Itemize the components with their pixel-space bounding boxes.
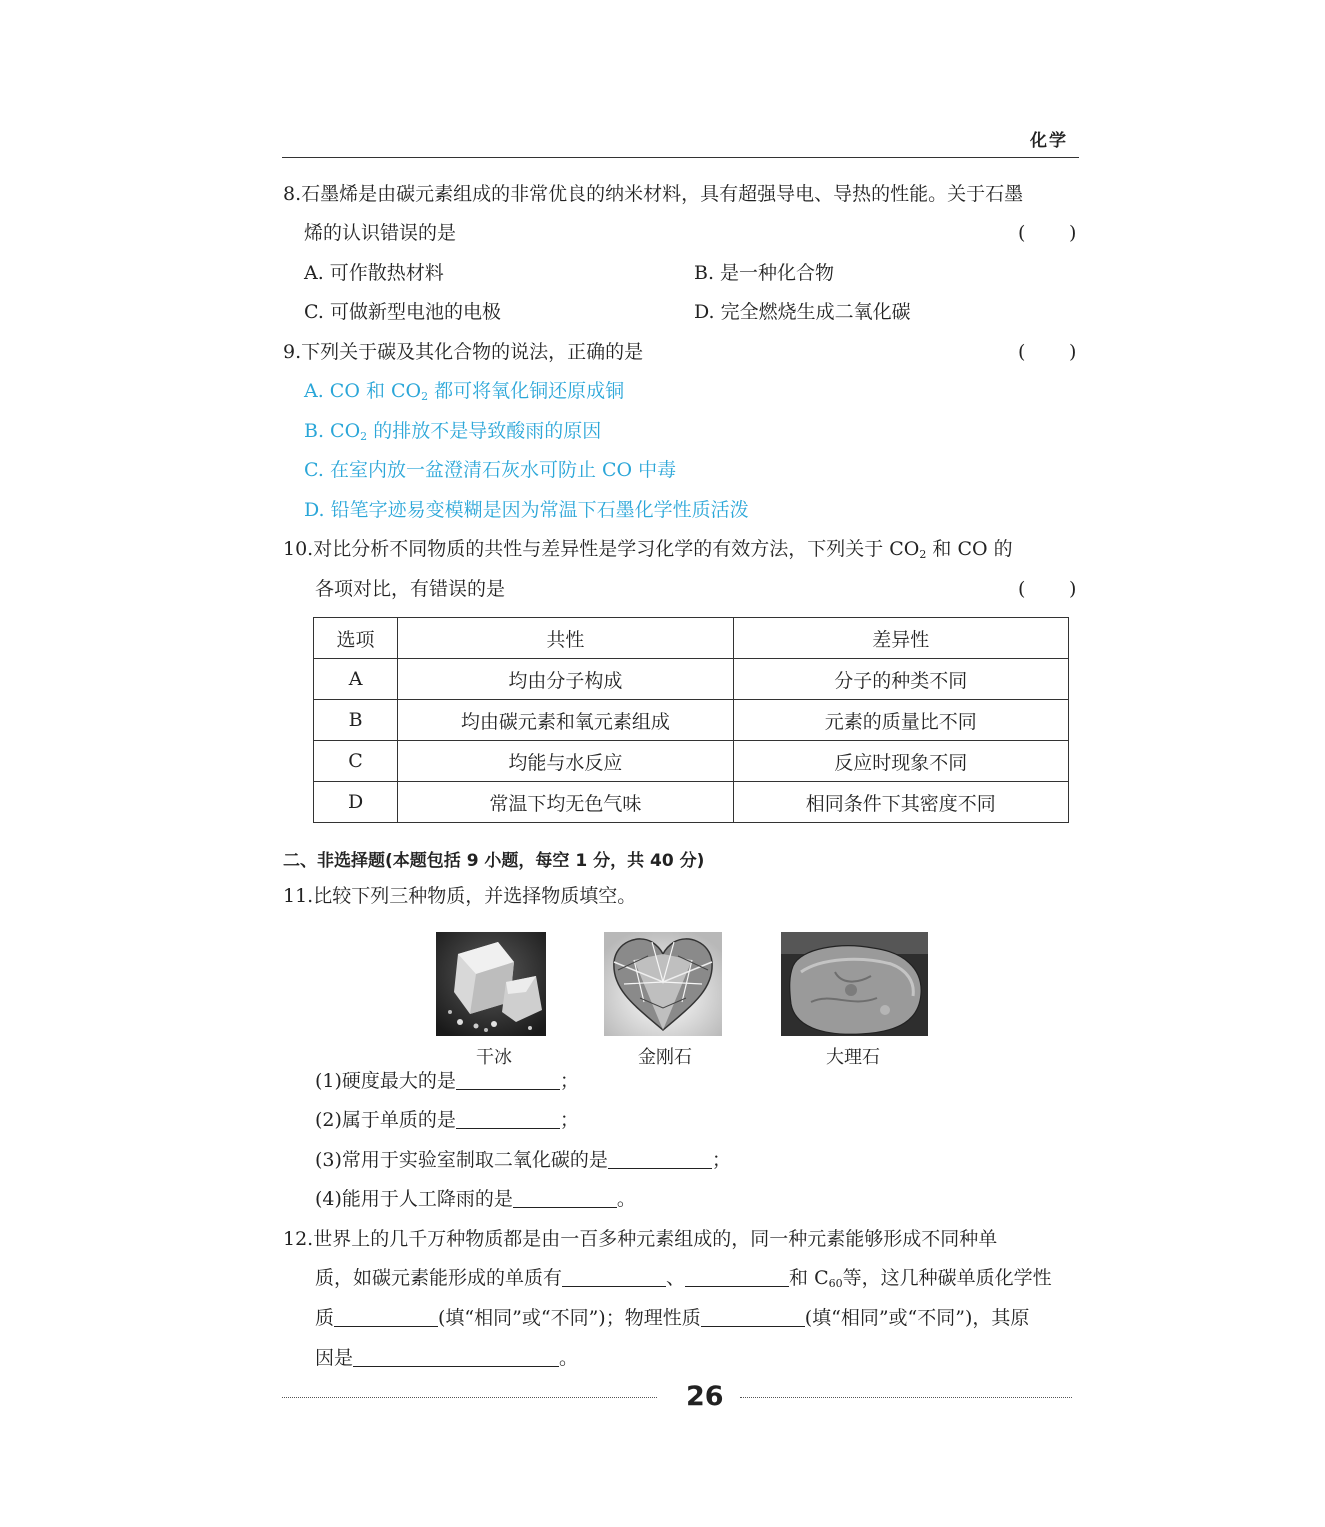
q9-option-b: B. $CO_2$ 的排放不是导致酸雨的原因 [304,420,602,443]
paren-open: ( [1018,341,1026,363]
caption-marble: 大理石 [826,1047,880,1068]
caption-diamond: 金刚石 [638,1047,692,1068]
caption-dry-ice: 干冰 [476,1047,512,1068]
q9-option-a: A. CO 和 $CO_2$ 都可将氧化铜还原成铜 [304,380,625,403]
table-cell: 常温下均无色气味 [398,782,733,823]
table-cell: 元素的质量比不同 [733,700,1068,741]
q11-stem: 11.比较下列三种物质，并选择物质填空。 [283,885,637,907]
q12-blank-2[interactable] [685,1268,789,1287]
table-cell: 分子的种类不同 [733,659,1068,700]
table-cell: D [314,782,398,823]
q12-line1: 12.世界上的几千万种物质都是由一百多种元素组成的，同一种元素能够形成不同种单 [283,1228,998,1250]
header-rule [282,157,1079,158]
q12-blank-1[interactable] [562,1268,666,1287]
q12-line2: 质，如碳元素能形成的单质有 、 和 $C_{60}$等，这几种碳单质化学性 [315,1267,1052,1290]
table-header-row [314,618,1069,659]
table-cell: A [314,659,398,700]
dry-ice-image [436,932,546,1036]
marble-image [781,932,928,1036]
q11-sub1-blank[interactable] [456,1071,560,1090]
q8-stem-line2: 烯的认识错误的是 [304,222,457,244]
paren-close: ) [1069,222,1077,244]
table-cell: C [314,741,398,782]
subject-header: 化学 [1030,131,1068,151]
table-cell: 均能与水反应 [398,741,733,782]
q9-option-c: C. 在室内放一盆澄清石灰水可防止 CO 中毒 [304,459,677,481]
section-title: 二、非选择题(本题包括 9 小题，每空 1 分，共 40 分) [283,851,705,871]
q8-option-c: C. 可做新型电池的电极 [304,301,501,323]
q9-option-d: D. 铅笔字迹易变模糊是因为常温下石墨化学性质活泼 [304,499,749,521]
table-cell: 均由碳元素和氧元素组成 [398,700,733,741]
q11-sub4-blank[interactable] [513,1189,617,1208]
table-cell: 均由分子构成 [398,659,733,700]
q11-sub2-blank[interactable] [456,1110,560,1129]
table-header-cell: 差异性 [733,618,1068,659]
q10-stem-line2: 各项对比，有错误的是 [315,578,506,600]
q8-stem-line1: 8.石墨烯是由碳元素组成的非常优良的纳米材料，具有超强导电、导热的性能。关于石墨 [283,183,1024,205]
table-row [314,741,1069,782]
table-cell: B [314,700,398,741]
q11-sub1: (1)硬度最大的是 ； [315,1070,579,1092]
page-number: 26 [686,1381,724,1412]
paren-open: ( [1018,578,1026,600]
table-cell: 相同条件下其密度不同 [733,782,1068,823]
q12-blank-3[interactable] [334,1308,438,1327]
q12-blank-4[interactable] [701,1308,805,1327]
q9-stem: 9.下列关于碳及其化合物的说法，正确的是 [283,341,644,363]
q10-stem-line1: 10.对比分析不同物质的共性与差异性是学习化学的有效方法，下列关于 $CO_2$ 和 CO 的 [283,538,1013,561]
q11-sub3: (3)常用于实验室制取二氧化碳的是 ； [315,1149,731,1171]
q8-option-b: B. 是一种化合物 [694,262,835,284]
q11-sub4: (4)能用于人工降雨的是 。 [315,1188,636,1210]
table-row [314,700,1069,741]
footer-dotted-rule-left [282,1397,657,1398]
table-header-cell: 共性 [398,618,733,659]
table-row [314,782,1069,823]
table-header-cell: 选项 [314,618,398,659]
q12-line4: 因是 。 [315,1347,579,1369]
q12-line3: 质 (填“相同”或“不同”)；物理性质 (填“相同”或“不同”)，其原 [315,1307,1030,1329]
diamond-image [604,932,722,1036]
q11-sub2: (2)属于单质的是 ； [315,1109,579,1131]
table-row [314,659,1069,700]
q8-option-d: D. 完全燃烧生成二氧化碳 [694,301,911,323]
comparison-table [313,617,1069,823]
footer-dotted-rule-right [740,1397,1072,1398]
paren-close: ) [1069,341,1077,363]
paren-close: ) [1069,578,1077,600]
q8-option-a: A. 可作散热材料 [304,262,444,284]
paren-open: ( [1018,222,1026,244]
table-cell: 反应时现象不同 [733,741,1068,782]
q11-sub3-blank[interactable] [608,1150,712,1169]
q12-blank-5[interactable] [353,1348,559,1367]
